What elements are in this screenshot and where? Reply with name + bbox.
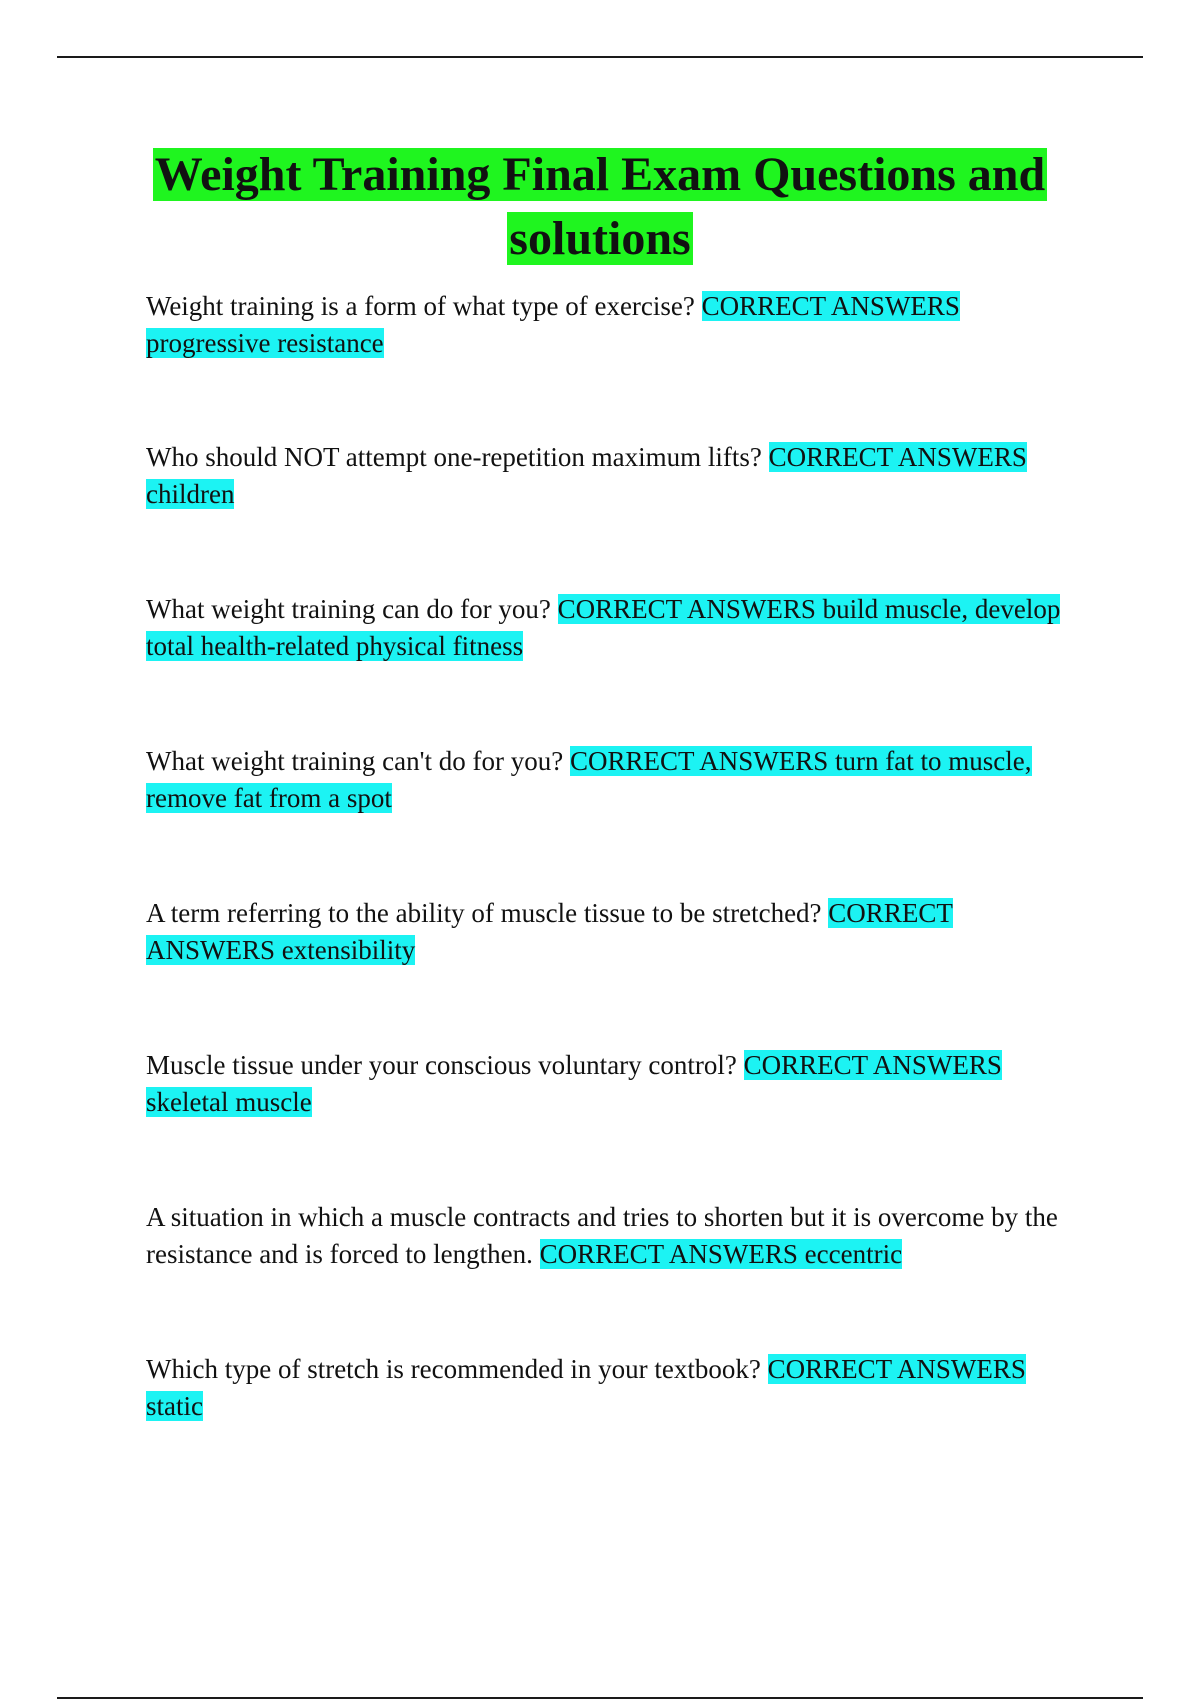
answer-text: CORRECT ANSWERS build muscle, develop total health-related physical fitness bbox=[146, 594, 1061, 661]
question-text: Which type of stretch is recommended in your textbook? bbox=[146, 1354, 761, 1384]
title-text: Weight Training Final Exam Questions and solutions bbox=[154, 148, 1046, 265]
bottom-rule bbox=[57, 1697, 1143, 1699]
qa-item bbox=[146, 439, 1086, 513]
question-text: Who should NOT attempt one-repetition maximum lifts? bbox=[146, 442, 762, 472]
qa-item bbox=[146, 1351, 1086, 1425]
qa-item bbox=[146, 895, 1086, 969]
answer-text: CORRECT ANSWERS children bbox=[146, 442, 1027, 509]
question-text: What weight training can do for you? bbox=[146, 594, 551, 624]
answer-text: CORRECT ANSWERS skeletal muscle bbox=[146, 1050, 1002, 1117]
answer-text: CORRECT ANSWERS extensibility bbox=[146, 898, 953, 965]
qa-item bbox=[146, 1199, 1086, 1273]
question-text: Muscle tissue under your conscious voluntary control? bbox=[146, 1050, 737, 1080]
qa-item bbox=[146, 1047, 1086, 1121]
question-text: What weight training can't do for you? bbox=[146, 746, 564, 776]
answer-text: CORRECT ANSWERS eccentric bbox=[539, 1239, 903, 1269]
qa-item bbox=[146, 591, 1086, 665]
qa-item bbox=[146, 743, 1086, 817]
answer-text: CORRECT ANSWERS progressive resistance bbox=[146, 291, 960, 358]
question-text: Weight training is a form of what type of exercise? bbox=[146, 291, 695, 321]
answer-text: CORRECT ANSWERS static bbox=[146, 1354, 1026, 1421]
question-text: A term referring to the ability of muscle tissue to be stretched? bbox=[146, 898, 822, 928]
top-rule bbox=[57, 56, 1143, 58]
answer-text: CORRECT ANSWERS turn fat to muscle, remove fat from a spot bbox=[146, 746, 1032, 813]
qa-item bbox=[146, 288, 1086, 362]
page-title bbox=[100, 143, 1100, 271]
question-text: A situation in which a muscle contracts and tries to shorten but it is overcome by the resistance and is forced to lengthen. bbox=[146, 1202, 1058, 1269]
